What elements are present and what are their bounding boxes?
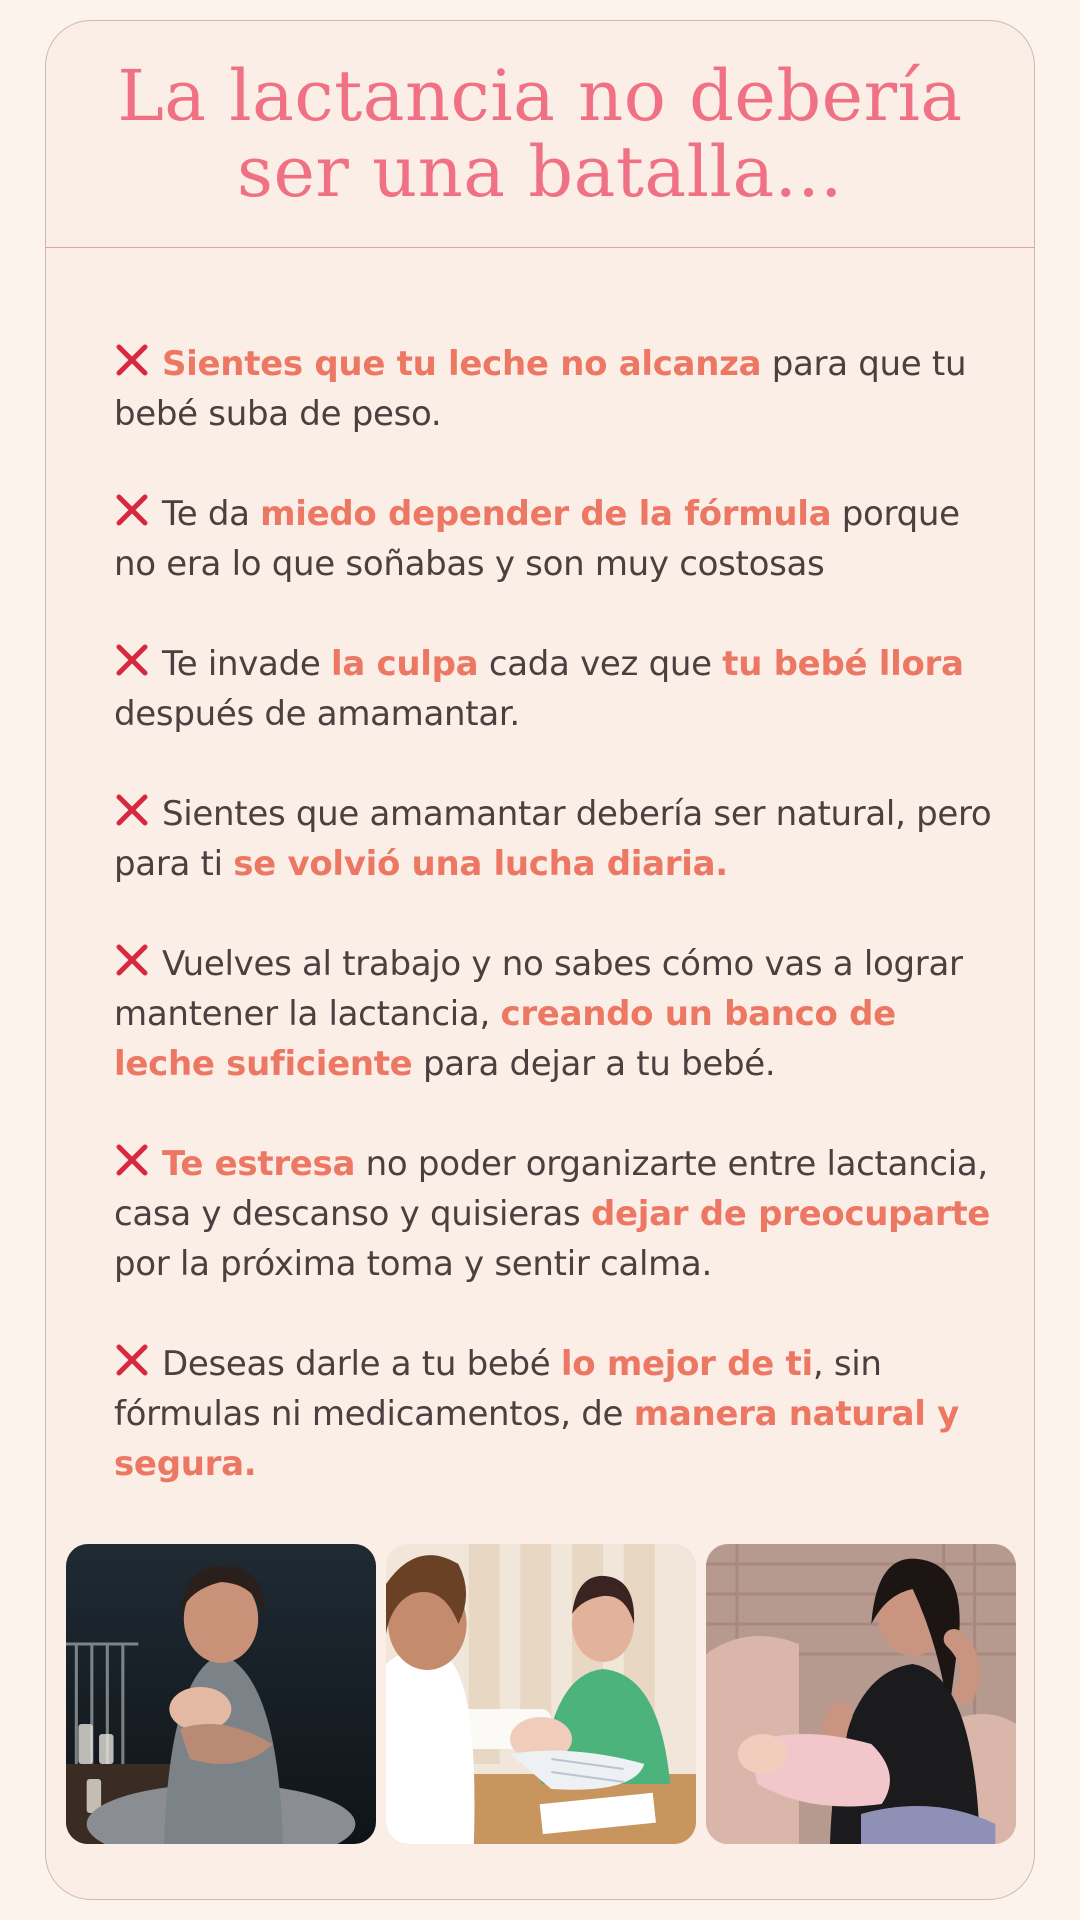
body-text: , sin fórmulas ni medicamentos, de: [114, 1344, 882, 1434]
cross-mark-icon: [114, 642, 150, 678]
title-line-2: ser una batalla...: [237, 131, 843, 213]
body-text: no poder organizarte entre lactancia, casa y descanso y quisieras: [114, 1144, 988, 1234]
body-text: Deseas darle a tu bebé: [162, 1344, 561, 1384]
list-item-back-to-work: [114, 939, 999, 1089]
page-title: [117, 55, 963, 213]
list-item-stress: [114, 1139, 999, 1289]
body-text: Vuelves al: [162, 944, 343, 984]
body-text: porque no era lo que soñabas y son muy costosas: [114, 494, 960, 584]
cross-mark-icon: [114, 792, 150, 828]
highlight-text: lo mejor de ti: [560, 1344, 813, 1384]
card: [45, 20, 1035, 1900]
list-item-daily-struggle: [114, 789, 999, 889]
highlight-text: creando un banco de leche suficiente: [114, 994, 896, 1084]
body-text: para que tu bebé suba de peso.: [114, 344, 967, 434]
header: [46, 21, 1034, 248]
cross-mark-icon: [114, 492, 150, 528]
body-text: después de amamantar.: [114, 694, 520, 734]
body-text: Sientes que amamantar debería ser natural, pero para ti: [114, 794, 992, 884]
pain-point-list: [114, 305, 999, 1539]
highlight-text: dejar de preocuparte: [590, 1194, 991, 1234]
list-item-guilt: [114, 639, 999, 739]
cross-mark-icon: [114, 1342, 150, 1378]
body-text: trabajo y no sabes cómo vas a lograr mantener la lactancia,: [114, 944, 963, 1034]
highlight-text: Te estresa: [162, 1144, 356, 1184]
body-text: para dejar a tu bebé.: [412, 1044, 776, 1084]
highlight-text: tu bebé llora: [722, 644, 964, 684]
cross-mark-icon: [114, 342, 150, 378]
list-item-milk-supply: [114, 339, 999, 439]
photo-strip: [66, 1544, 1016, 1844]
body-text: Te invade: [162, 644, 331, 684]
highlight-text: manera natural y segura.: [114, 1394, 960, 1484]
body-text: cada vez que: [478, 644, 723, 684]
body-text: por la próxima toma y sentir calma.: [114, 1244, 712, 1284]
body-text: Te da: [162, 494, 261, 534]
highlight-text: miedo depender de la fórmula: [260, 494, 832, 534]
cross-mark-icon: [114, 942, 150, 978]
body-text: [490, 994, 501, 1034]
photo-crying-mother-night: [66, 1544, 376, 1844]
photo-consultation-mother-baby: [386, 1544, 696, 1844]
list-item-natural-safe: [114, 1339, 999, 1489]
title-line-1: La lactancia no debería: [117, 55, 963, 137]
cross-mark-icon: [114, 1142, 150, 1178]
highlight-text: la culpa: [330, 644, 479, 684]
highlight-text: Sientes que tu leche no alcanza: [162, 344, 762, 384]
photo-tired-mother-armchair: [706, 1544, 1016, 1844]
highlight-text: se volvió una lucha diaria.: [233, 844, 728, 884]
list-item-formula-fear: [114, 489, 999, 589]
